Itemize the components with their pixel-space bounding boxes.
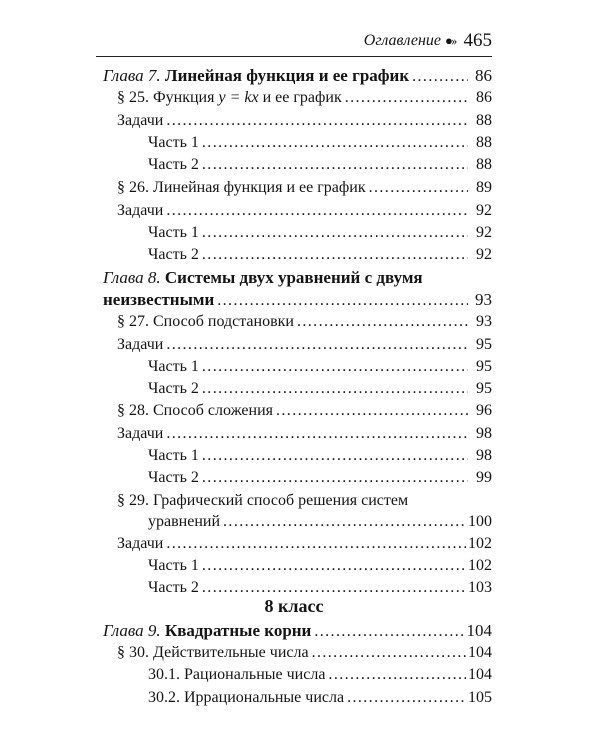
entry-title: Задачи <box>117 336 164 353</box>
entry-page-number: 88 <box>476 112 492 129</box>
chapter-title: Квадратные корни <box>164 621 312 640</box>
chapter-title: Линейная функция и ее график <box>164 66 410 85</box>
entry-title: Часть 1 <box>148 557 199 574</box>
entry-title: Часть 2 <box>148 156 199 173</box>
entry-title: § 27. Способ подстановки <box>117 313 294 330</box>
dot-leader <box>166 534 466 553</box>
dot-leader <box>202 133 468 152</box>
toc-entry[interactable] <box>148 688 492 707</box>
entry-title: Задачи <box>117 425 164 442</box>
toc-entry[interactable] <box>103 66 492 86</box>
dot-leader <box>166 335 468 354</box>
entry-page-number: 96 <box>476 402 492 419</box>
toc-entry[interactable] <box>103 290 492 310</box>
entry-page-number: 95 <box>476 336 492 353</box>
toc-entry[interactable] <box>148 665 492 684</box>
toc-entry[interactable] <box>117 201 492 220</box>
toc-entry[interactable] <box>148 578 492 597</box>
entry-page-number: 88 <box>476 134 492 151</box>
entry-title: Часть 2 <box>148 579 199 596</box>
entry-title: 30.2. Иррациональные числа <box>148 689 345 706</box>
entry-page-number: 104 <box>468 666 492 683</box>
entry-title <box>103 621 311 640</box>
dot-leader <box>202 245 468 264</box>
toc-entry[interactable] <box>148 512 492 531</box>
entry-page-number: 86 <box>476 89 492 106</box>
toc-entry[interactable] <box>117 335 492 354</box>
dot-leader <box>412 67 468 86</box>
formula: y = kx <box>218 89 259 106</box>
chapter-heading-line <box>103 268 423 287</box>
dot-leader <box>202 223 468 242</box>
dot-leader <box>202 379 468 398</box>
section-title: и ее график <box>258 89 342 106</box>
entry-page-number: 88 <box>476 156 492 173</box>
entry-title: Часть 2 <box>148 469 199 486</box>
entry-title: Часть 2 <box>148 246 199 263</box>
entry-page-number: 104 <box>466 621 492 640</box>
entry-page-number: 93 <box>475 290 492 309</box>
entry-title: Часть 1 <box>148 134 199 151</box>
dot-leader <box>217 291 468 310</box>
entry-page-number: 92 <box>476 224 492 241</box>
chapter-title: неизвестными <box>103 290 215 309</box>
entry-title: Часть 2 <box>148 380 199 397</box>
toc-entry[interactable] <box>117 178 492 197</box>
entry-title <box>103 290 214 309</box>
entry-page-number: 99 <box>476 469 492 486</box>
entry-page-number: 93 <box>476 313 492 330</box>
toc-entry[interactable] <box>148 155 492 174</box>
entry-page-number: 89 <box>476 179 492 196</box>
entry-title <box>103 66 409 85</box>
chapter-number: Глава 8. <box>103 268 161 287</box>
header-ornament-icon: ●›› <box>444 33 456 48</box>
grade-heading: 8 класс <box>264 596 324 616</box>
entry-page-number: 92 <box>476 202 492 219</box>
entry-page-number: 105 <box>468 689 492 706</box>
chapter-number: Глава 9. <box>103 621 161 640</box>
section-title-line: § 29. Графический способ решения систем <box>117 492 409 509</box>
toc-entry[interactable] <box>117 401 492 420</box>
entry-title: Часть 1 <box>148 224 199 241</box>
entry-page-number: 102 <box>468 557 492 574</box>
toc-entry[interactable] <box>148 556 492 575</box>
dot-leader <box>202 357 468 376</box>
section-title-cont: уравнений <box>148 513 221 530</box>
toc-entry[interactable] <box>103 621 492 641</box>
header-title: Оглавление <box>363 32 441 49</box>
chapter-number: Глава 7. <box>103 66 161 85</box>
entry-page-number: 92 <box>476 246 492 263</box>
toc-entry[interactable] <box>117 424 492 443</box>
entry-title: Задачи <box>117 202 164 219</box>
toc-entry[interactable] <box>148 446 492 465</box>
entry-title: § 30. Действительные числа <box>117 644 309 661</box>
toc-entry[interactable] <box>148 223 492 242</box>
entry-page-number: 102 <box>468 535 492 552</box>
entry-title: § 26. Линейная функция и ее график <box>117 179 366 196</box>
section-title: § 25. Функция <box>117 89 219 106</box>
dot-leader <box>202 446 468 465</box>
dot-leader <box>202 468 468 487</box>
entry-title: Задачи <box>117 112 164 129</box>
dot-leader <box>202 578 466 597</box>
toc-entry[interactable] <box>117 312 492 331</box>
dot-leader <box>314 622 464 641</box>
toc-entry[interactable] <box>148 379 492 398</box>
toc-entry[interactable] <box>148 133 492 152</box>
chapter-title: Системы двух уравнений с двумя <box>164 268 423 287</box>
entry-title <box>117 88 342 107</box>
dot-leader <box>347 688 466 707</box>
dot-leader <box>297 312 468 331</box>
entry-title <box>148 512 220 531</box>
toc-entry[interactable] <box>148 468 492 487</box>
running-header <box>96 26 492 57</box>
entry-page-number: 103 <box>468 579 492 596</box>
dot-leader <box>202 155 468 174</box>
dot-leader <box>223 512 466 531</box>
entry-title: Задачи <box>117 535 164 552</box>
dot-leader <box>166 201 468 220</box>
toc-entry[interactable] <box>117 534 492 553</box>
dot-leader <box>166 111 468 130</box>
entry-title: Часть 1 <box>148 447 199 464</box>
toc-entry[interactable] <box>148 357 492 376</box>
dot-leader <box>312 643 466 662</box>
entry-title: 30.1. Рациональные числа <box>148 666 326 683</box>
dot-leader <box>166 424 468 443</box>
entry-page-number: 98 <box>476 447 492 464</box>
toc-entry[interactable] <box>117 111 492 130</box>
dot-leader <box>328 665 466 684</box>
dot-leader <box>369 178 468 197</box>
entry-title: Часть 1 <box>148 358 199 375</box>
toc-entry[interactable] <box>117 88 492 107</box>
entry-page-number: 86 <box>475 66 492 85</box>
dot-leader <box>202 556 466 575</box>
toc-entry[interactable] <box>148 245 492 264</box>
dot-leader <box>276 401 468 420</box>
entry-title: § 28. Способ сложения <box>117 402 273 419</box>
dot-leader <box>345 88 468 107</box>
page-number: 465 <box>463 30 492 51</box>
entry-page-number: 104 <box>468 644 492 661</box>
entry-page-number: 95 <box>476 380 492 397</box>
entry-page-number: 100 <box>468 513 492 530</box>
toc-entry[interactable] <box>117 643 492 662</box>
entry-page-number: 95 <box>476 358 492 375</box>
entry-page-number: 98 <box>476 425 492 442</box>
